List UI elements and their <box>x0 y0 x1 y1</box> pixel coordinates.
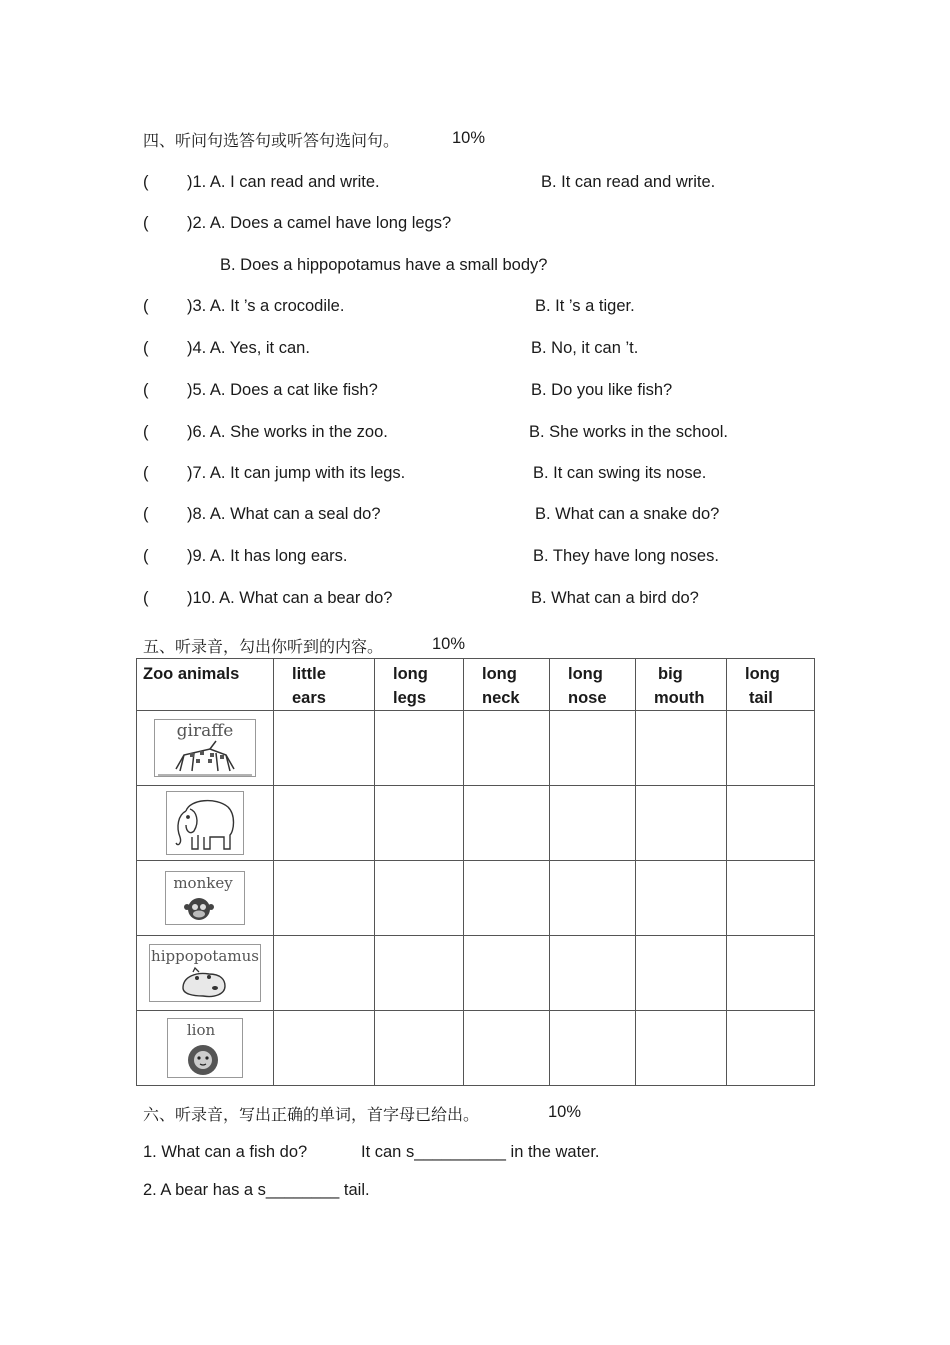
check-cell[interactable] <box>375 861 464 936</box>
fill-question-1-blank[interactable]: It can s__________ in the water. <box>361 1143 600 1161</box>
question-10-b: B. What can a bird do? <box>531 589 699 607</box>
section4-score: 10% <box>452 129 486 147</box>
question-2-a: )2. A. Does a camel have long legs? <box>187 214 452 232</box>
check-cell[interactable] <box>550 861 636 936</box>
header-big-mouth: big mouth <box>636 659 727 711</box>
answer-paren[interactable]: ( <box>143 297 149 315</box>
table-row <box>137 711 815 786</box>
svg-text:lion: lion <box>186 1021 216 1039</box>
check-cell[interactable] <box>464 861 550 936</box>
check-cell[interactable] <box>274 936 375 1011</box>
check-cell[interactable] <box>550 1011 636 1086</box>
question-10-a: )10. A. What can a bear do? <box>187 589 393 607</box>
zoo-animals-table <box>136 658 815 1086</box>
check-cell[interactable] <box>636 711 727 786</box>
question-5-b: B. Do you like fish? <box>531 381 673 399</box>
hippopotamus-picture <box>149 944 261 1002</box>
check-cell[interactable] <box>274 861 375 936</box>
answer-paren[interactable]: ( <box>143 464 149 482</box>
answer-paren[interactable]: ( <box>143 505 149 523</box>
animal-cell <box>137 936 274 1011</box>
table-row <box>137 1011 815 1086</box>
check-cell[interactable] <box>727 936 815 1011</box>
header-zoo-animals: Zoo animals <box>137 659 274 711</box>
question-6-b: B. She works in the school. <box>529 423 729 441</box>
fill-question-1-prompt: 1. What can a fish do? <box>143 1143 308 1161</box>
check-cell[interactable] <box>636 786 727 861</box>
section5-score: 10% <box>432 635 466 653</box>
check-cell[interactable] <box>375 1011 464 1086</box>
header-long-legs: long legs <box>375 659 464 711</box>
elephant-picture <box>166 791 244 855</box>
section6-score: 10% <box>548 1103 582 1121</box>
question-9-b: B. They have long noses. <box>533 547 719 565</box>
animal-cell <box>137 861 274 936</box>
check-cell[interactable] <box>464 786 550 861</box>
check-cell[interactable] <box>727 711 815 786</box>
question-4-b: B. No, it can ’t. <box>531 339 639 357</box>
answer-paren[interactable]: ( <box>143 547 149 565</box>
answer-paren[interactable]: ( <box>143 589 149 607</box>
check-cell[interactable] <box>274 1011 375 1086</box>
check-cell[interactable] <box>550 936 636 1011</box>
check-cell[interactable] <box>375 936 464 1011</box>
check-cell[interactable] <box>274 786 375 861</box>
question-9-a: )9. A. It has long ears. <box>187 547 348 565</box>
header-little-ears: little ears <box>274 659 375 711</box>
question-5-a: )5. A. Does a cat like fish? <box>187 381 378 399</box>
answer-paren[interactable]: ( <box>143 339 149 357</box>
check-cell[interactable] <box>550 786 636 861</box>
check-cell[interactable] <box>727 1011 815 1086</box>
question-1-a: )1. A. I can read and write. <box>187 173 380 191</box>
answer-paren[interactable]: ( <box>143 423 149 441</box>
check-cell[interactable] <box>274 711 375 786</box>
answer-paren[interactable]: ( <box>143 381 149 399</box>
monkey-picture <box>165 871 245 925</box>
table-row <box>137 936 815 1011</box>
section5-title: 五、听录音，勾出你听到的内容。 <box>143 637 384 656</box>
question-7-b: B. It can swing its nose. <box>533 464 707 482</box>
svg-text:hippopotamus: hippopotamus <box>151 947 259 965</box>
question-3-b: B. It ’s a tiger. <box>535 297 635 315</box>
lion-picture <box>167 1018 243 1078</box>
check-cell[interactable] <box>550 711 636 786</box>
fill-question-2[interactable]: 2. A bear has a s________ tail. <box>143 1181 370 1199</box>
animal-cell <box>137 786 274 861</box>
question-2-b: B. Does a hippopotamus have a small body? <box>220 256 548 274</box>
check-cell[interactable] <box>727 861 815 936</box>
check-cell[interactable] <box>636 861 727 936</box>
question-8-b: B. What can a snake do? <box>535 505 720 523</box>
check-cell[interactable] <box>636 936 727 1011</box>
answer-paren[interactable]: ( <box>143 173 149 191</box>
check-cell[interactable] <box>636 1011 727 1086</box>
question-6-a: )6. A. She works in the zoo. <box>187 423 388 441</box>
animal-cell <box>137 711 274 786</box>
giraffe-picture <box>154 719 256 777</box>
question-1-b: B. It can read and write. <box>541 173 716 191</box>
header-long-neck: long neck <box>464 659 550 711</box>
table-header-row <box>137 659 815 711</box>
table-row <box>137 786 815 861</box>
question-7-a: )7. A. It can jump with its legs. <box>187 464 406 482</box>
svg-text:giraffe: giraffe <box>176 721 234 741</box>
section6-title: 六、听录音，写出正确的单词，首字母已给出。 <box>143 1105 480 1124</box>
section4-title: 四、听问句选答句或听答句选问句。 <box>143 131 400 150</box>
check-cell[interactable] <box>375 786 464 861</box>
header-long-nose: long nose <box>550 659 636 711</box>
header-long-tail: long tail <box>727 659 815 711</box>
check-cell[interactable] <box>727 786 815 861</box>
question-8-a: )8. A. What can a seal do? <box>187 505 381 523</box>
check-cell[interactable] <box>464 936 550 1011</box>
check-cell[interactable] <box>375 711 464 786</box>
check-cell[interactable] <box>464 711 550 786</box>
animal-cell <box>137 1011 274 1086</box>
check-cell[interactable] <box>464 1011 550 1086</box>
svg-text:monkey: monkey <box>173 874 233 892</box>
question-4-a: )4. A. Yes, it can. <box>187 339 310 357</box>
answer-paren[interactable]: ( <box>143 214 149 232</box>
table-row <box>137 861 815 936</box>
question-3-a: )3. A. It ’s a crocodile. <box>187 297 345 315</box>
